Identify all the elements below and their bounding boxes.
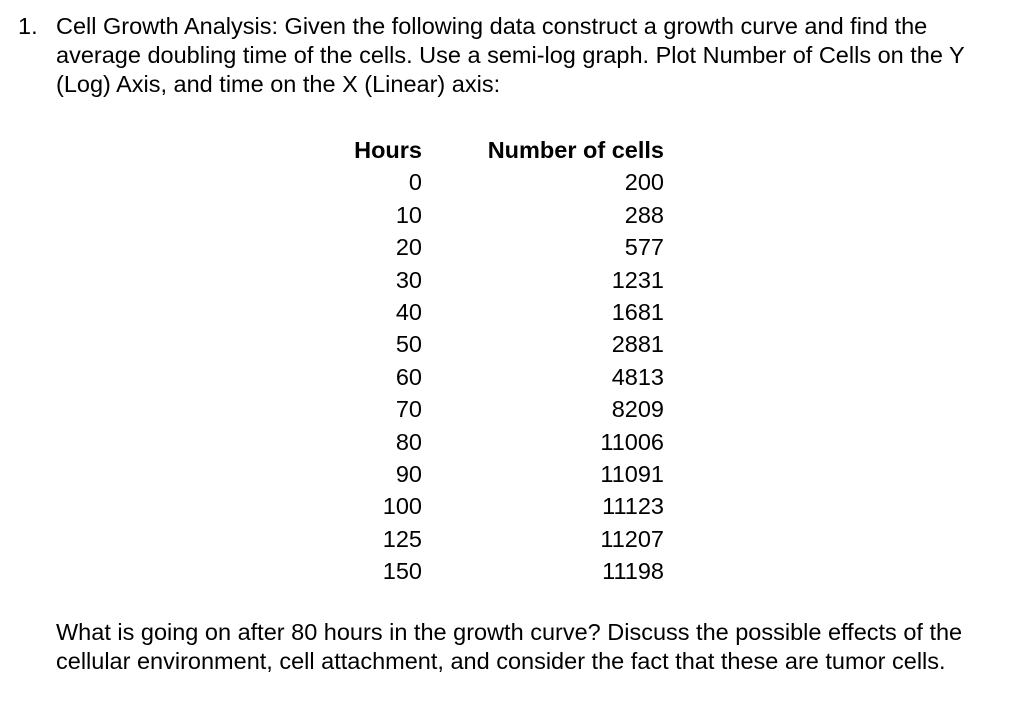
hours-column-header: Hours [354, 137, 422, 163]
cells-cell: 11091 [600, 461, 664, 488]
table-row [336, 231, 664, 263]
table-row [336, 361, 664, 393]
hours-cell: 125 [382, 525, 422, 552]
hours-cell: 150 [382, 558, 422, 585]
cells-cell: 11123 [602, 493, 664, 520]
cells-cell: 11006 [600, 428, 664, 455]
cells-cell: 2881 [611, 331, 664, 358]
hours-cell: 90 [395, 461, 422, 488]
table-row [336, 393, 664, 425]
hours-cell: 40 [395, 299, 422, 326]
table-header-row [336, 134, 664, 166]
question-number: 1. [18, 13, 38, 39]
question-block [18, 12, 1008, 99]
cells-cell: 1681 [611, 299, 664, 326]
table-row [336, 458, 664, 490]
hours-cell: 70 [395, 396, 422, 423]
cells-column-header: Number of cells [487, 137, 664, 163]
table-row [336, 296, 664, 328]
table-row [336, 328, 664, 360]
hours-cell: 30 [395, 266, 422, 293]
cells-cell: 4813 [611, 363, 664, 390]
table-row [336, 426, 664, 458]
cells-cell: 577 [624, 234, 664, 261]
hours-cell: 50 [395, 331, 422, 358]
cells-cell: 11198 [602, 558, 664, 585]
cells-cell: 11207 [600, 525, 664, 552]
table-row [336, 199, 664, 231]
cells-cell: 1231 [611, 266, 664, 293]
cells-cell: 288 [624, 201, 664, 228]
cells-cell: 8209 [611, 396, 664, 423]
hours-cell: 0 [408, 169, 422, 196]
hours-cell: 60 [395, 363, 422, 390]
table-row [336, 555, 664, 587]
growth-data-table [336, 134, 664, 588]
hours-cell: 10 [395, 201, 422, 228]
question-text: Cell Growth Analysis: Given the following data construct a growth curve and find the average doubling time of the cells. Use a semi-log graph. Plot Number of Cells on the Y (Log) Axis, and time on the X (Linear) axis: [56, 13, 965, 97]
hours-cell: 100 [382, 493, 422, 520]
table-row [336, 166, 664, 198]
table-row [336, 490, 664, 522]
followup-question: What is going on after 80 hours in the growth curve? Discuss the possible effects of the cellular environment, cell attachment, and consider the fact that these are tumor cells. [56, 619, 963, 674]
table-row [336, 523, 664, 555]
cells-cell: 200 [624, 169, 664, 196]
table-row [336, 264, 664, 296]
hours-cell: 20 [395, 234, 422, 261]
hours-cell: 80 [395, 428, 422, 455]
